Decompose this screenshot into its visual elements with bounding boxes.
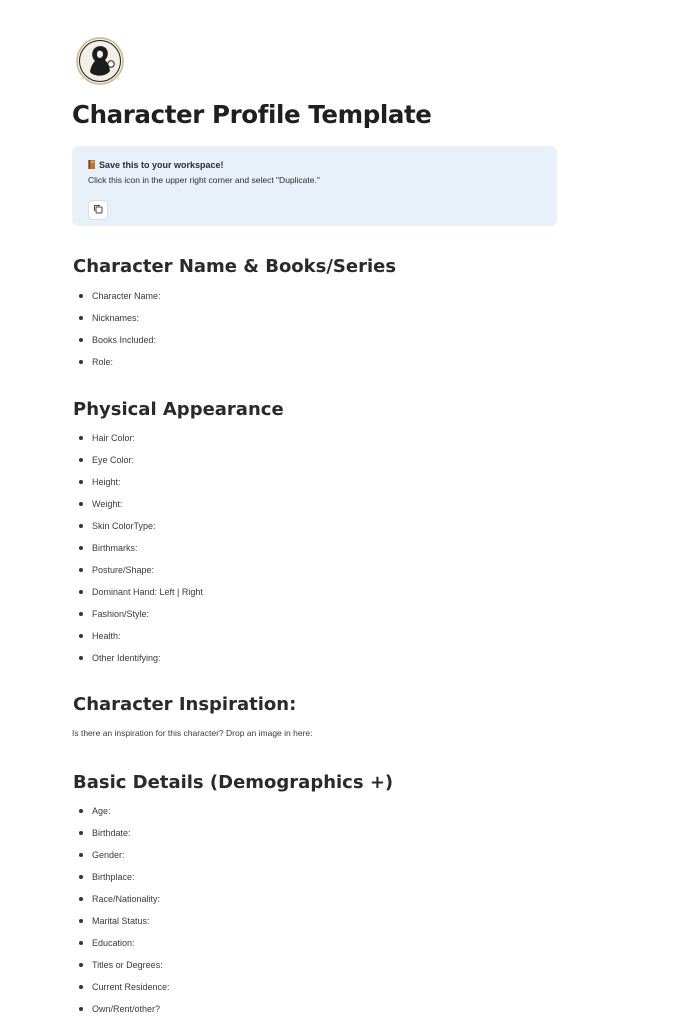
list-item: Age: [72,805,170,827]
section-heading-inspiration: Character Inspiration: [73,694,297,715]
callout-text: Click this icon in the upper right corner and select "Duplicate." [88,175,320,185]
list-item: Posture/Shape: [72,564,203,586]
list-item: Fashion/Style: [72,608,203,630]
callout-box [72,146,557,226]
list-item: Other Identifying: [72,652,203,674]
list-item: Birthdate: [72,827,170,849]
section-heading-basic: Basic Details (Demographics +) [73,772,394,793]
physical-list [72,432,203,674]
list-item: Birthmarks: [72,542,203,564]
list-item: Titles or Degrees: [72,959,170,981]
list-item: Education: [72,937,170,959]
inspiration-text: Is there an inspiration for this character? Drop an image in here: [72,728,313,738]
list-item: Current Residence: [72,981,170,1003]
callout-heading: Save this to your workspace! [99,160,224,170]
list-item: Books Included: [72,334,161,356]
section-heading-physical: Physical Appearance [73,399,284,420]
list-item: Birthplace: [72,871,170,893]
list-item: Eye Color: [72,454,203,476]
list-item: Weight: [72,498,203,520]
callout-heading-row [88,160,224,170]
section-heading-name-books: Character Name & Books/Series [73,256,397,277]
list-item: Character Name: [72,290,161,312]
list-item: Dominant Hand: Left | Right [72,586,203,608]
list-item: Skin ColorType: [72,520,203,542]
list-item: Role: [72,356,161,378]
page-avatar-icon[interactable] [76,37,124,85]
list-item: Race/Nationality: [72,893,170,915]
name-books-list [72,290,161,378]
basic-details-list [72,805,170,1025]
list-item: Marital Status: [72,915,170,937]
list-item: Health: [72,630,203,652]
duplicate-button[interactable] [88,200,108,220]
list-item: Nicknames: [72,312,161,334]
book-icon [88,160,95,169]
list-item: Gender: [72,849,170,871]
page-title: Character Profile Template [72,100,432,129]
duplicate-icon [93,201,103,219]
list-item: Own/Rent/other? [72,1003,170,1025]
list-item: Hair Color: [72,432,203,454]
list-item: Height: [72,476,203,498]
